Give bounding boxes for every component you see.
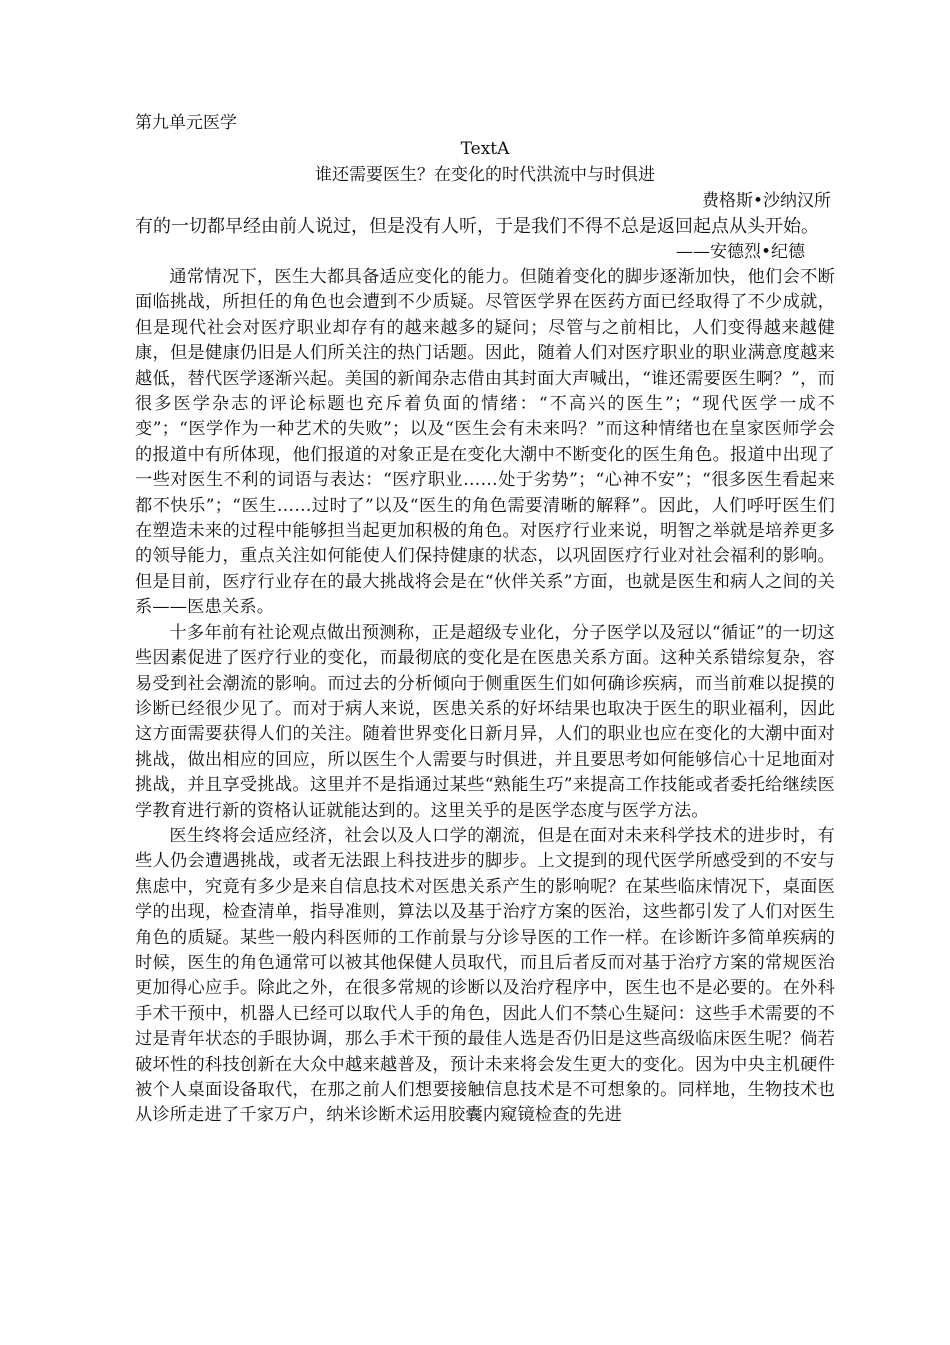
epigraph-source: ——安德烈•纪德 [675,242,805,262]
body-paragraph-3: 医生终将会适应经济，社会以及人口学的潮流，但是在面对未来科学技术的进步时，有些人仍会遭遇挑战，或者无法跟上科技进步的脚步。上文提到的现代医学所感受到的不安与焦虑中，究竟有多少是来自信息技术对医患关系产生的影响呢？在某些临床情况下，桌面医学的出现，检查清单，指导准则，算法以及基于治疗方案的医治，这些都引发了人们对医生角色的质疑。某些一般内科医师的工作前景与分诊导医的工作一样。在诊断许多简单疾病的时候，医生的角色通常可以被其他保健人员取代，而且后者反而对基于治疗方案的常规医治更加得心应手。除此之外，在很多常规的诊断以及治疗程序中，医生也不是必要的。在外科手术干预中，机器人已经可以取代人手的角色，因此人们不禁心生疑问：这些手术需要的不过是青年状态的手眼协调，那么手术干预的最佳人选是否仍旧是这些高级临床医生呢？倘若破坏性的科技创新在大众中越来越普及，预计未来将会发生更大的变化。因为中央主机硬件被个人桌面设备取代，在那之前人们想要接触信息技术是不可想象的。同样地，生物技术也从诊所走进了千家万户，纳米诊断术运用胶囊内窥镜检查的先进 [135,825,835,1126]
body-paragraph-2: 十多年前有社论观点做出预测称，正是超级专业化，分子医学以及冠以“循证”的一切这些因素促进了医疗行业的变化，而最彻底的变化是在医患关系方面。这种关系错综复杂，容易受到社会潮流的影响。而过去的分析倾向于侧重医生们如何确诊疾病，而当前难以捉摸的诊断已经很少见了。而对于病人来说，医患关系的好坏结果也取决于医生的职业福利，因此这方面需要获得人们的关注。随着世界变化日新月异，人们的职业也应在变化的大潮中面对挑战，做出相应的回应，所以医生个人需要与时俱进，并且要思考如何能够信心十足地面对挑战，并且享受挑战。这里并不是指通过某些“熟能生巧”来提高工作技能或者委托给继续医学教育进行新的资格认证就能达到的。这里关乎的是医学态度与医学方法。 [135,622,835,821]
text-label: TextA [460,139,510,159]
unit-title: 第九单元医学 [135,113,237,133]
body-paragraph-1: 通常情况下，医生大都具备适应变化的能力。但随着变化的脚步逐渐加快，他们会不断面临挑战，所担任的角色也会遭到不少质疑。尽管医学界在医药方面已经取得了不少成就，但是现代社会对医疗职业却存有的越来越多的疑问；尽管与之前相比，人们变得越来越健康，但是健康仍旧是人们所关注的热门话题。因此，随着人们对医疗职业的职业满意度越来越低，替代医学逐渐兴起。美国的新闻杂志借由其封面大声喊出，“谁还需要医生啊？”，而很多医学杂志的评论标题也充斥着负面的情绪：“不高兴的医生”；“现代医学一成不变”；“医学作为一种艺术的失败”；以及“医生会有未来吗？”而这种情绪也在皇家医师学会的报道中有所体现，他们报道的对象正是在变化大潮中不断变化的医生角色。报道中出现了一些对医生不利的词语与表达：“医疗职业……处于劣势”；“心神不安”；“很多医生看起来都不快乐”；“医生……过时了”以及“医生的角色需要清晰的解释”。因此，人们呼吁医生们在塑造未来的过程中能够担当起更加积极的角色。对医疗行业来说，明智之举就是培养更多的领导能力，重点关注如何能使人们保持健康的状态，以巩固医疗行业对社会福利的影响。但是目前，医疗行业存在的最大挑战将会是在“伙伴关系”方面，也就是医生和病人之间的关系——医患关系。 [135,267,835,618]
epigraph-quote: 有的一切都早经由前人说过，但是没有人听，于是我们不得不总是返回起点从头开始。 [135,216,819,237]
document-page [135,110,835,1129]
article-title: 谁还需要医生？在变化的时代洪流中与时俱进 [315,165,655,185]
author-line: 费格斯•沙纳汉所 [701,191,831,211]
